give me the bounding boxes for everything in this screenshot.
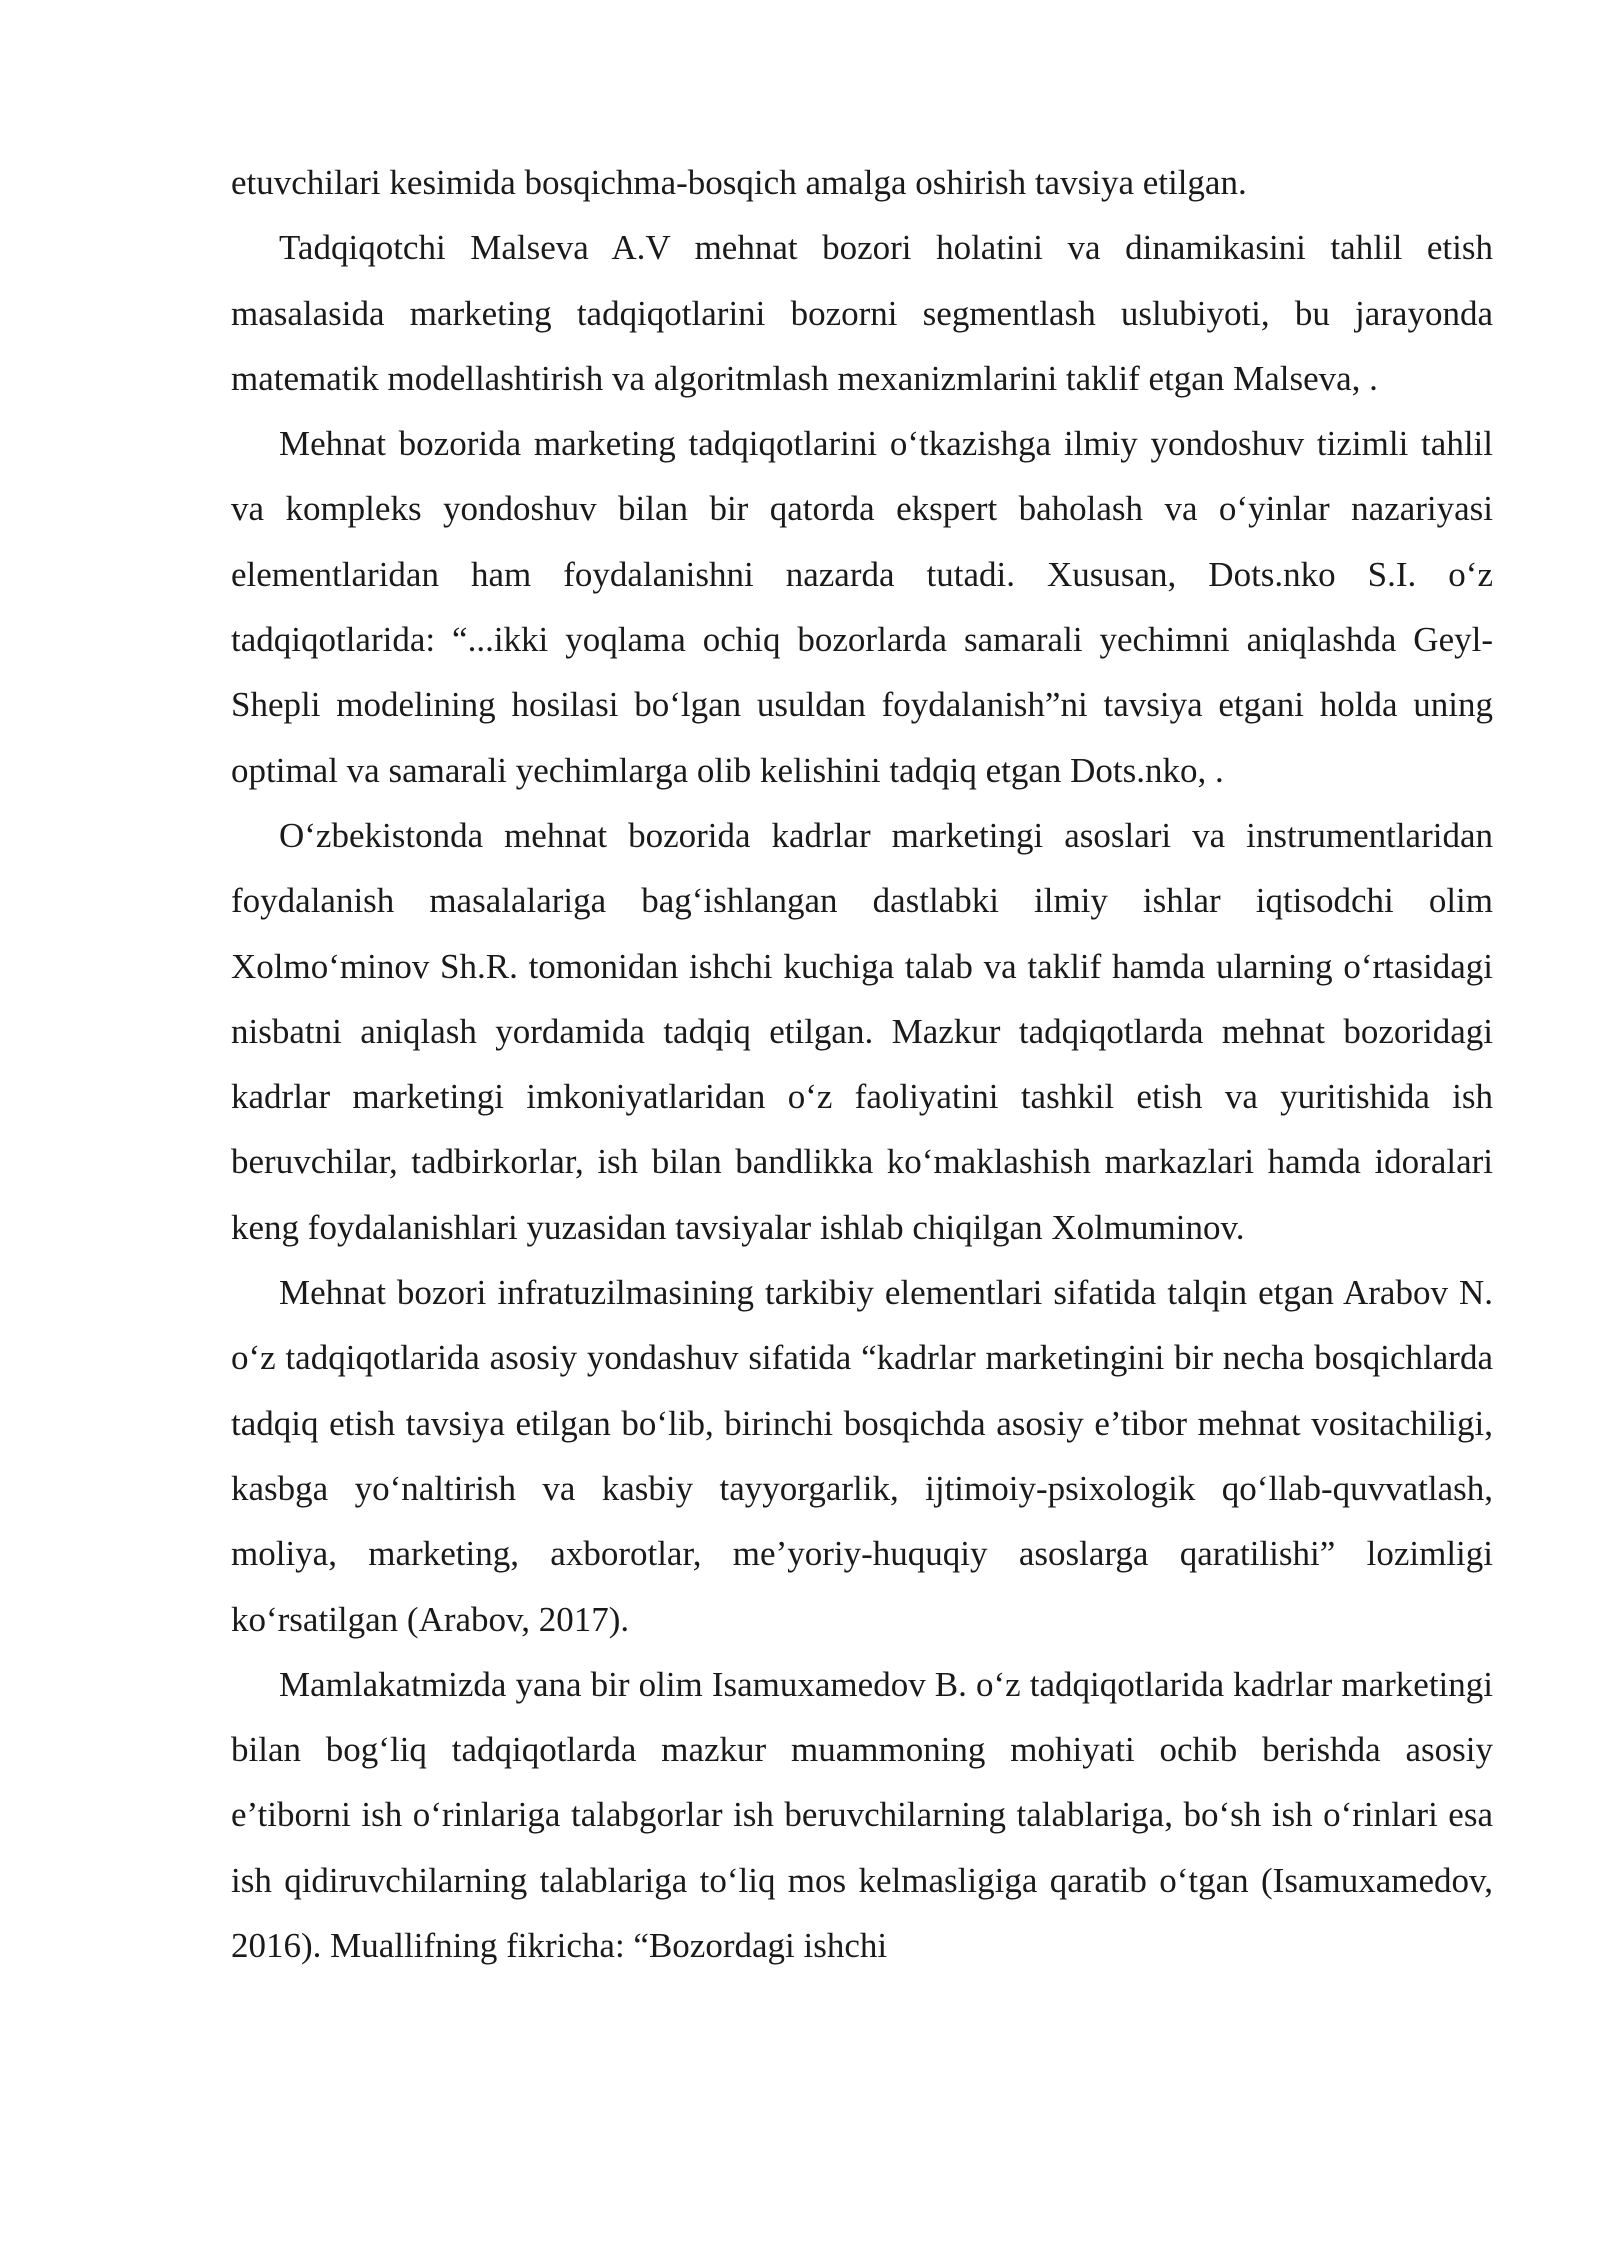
paragraph-arabov: Mehnat bozori infratuzilmasining tarkibiy elementlari sifatida talqin etgan Arabov N. oʻz tadqiqotlarida asosiy yondashuv sifatida “kadrlar marketingini bir necha bosqichlarda tadqiq etish tavsiya etilgan boʻlib, birinchi bosqichda asosiy e’tibor mehnat vositachiligi, kasbga yoʻnaltirish va kasbiy tayyorgarlik, ijtimoiy-psixologik qoʻllab-quvvatlash, moliya, marketing, axborotlar, me’yoriy-huquqiy asoslarga qaratilishi” lozimligi koʻrsatilgan (Arabov, 2017).	[231, 1273, 1493, 1639]
paragraph-malseva: Tadqiqotchi Malseva A.V mehnat bozori holatini va dinamikasini tahlil etish masalasida marketing tadqiqotlarini bozorni segmentlash uslubiyoti, bu jarayonda matematik modellashtirish va algoritmlash mexanizmlarini taklif etgan Malseva, .	[231, 228, 1493, 398]
paragraph-research-approach: Mehnat bozorida marketing tadqiqotlarini oʻtkazishga ilmiy yondoshuv tizimli tahlil va kompleks yondoshuv bilan bir qatorda ekspert baholash va oʻyinlar nazariyasi elementlaridan ham foydalanishni nazarda tutadi. Xususan, Dots.nko S.I. oʻz tadqiqotlarida: “...ikki yoqlama ochiq bozorlarda samarali yechimni aniqlashda Geyl-Shepli modelining hosilasi boʻlgan usuldan foydalanish”ni tavsiya etgani holda uning optimal va samarali yechimlarga olib kelishini tadqiq etgan Dots.nko, .	[231, 424, 1493, 790]
paragraph-isamuxamedov: Mamlakatmizda yana bir olim Isamuxamedov B. oʻz tadqiqotlarida kadrlar marketingi bilan bogʻliq tadqiqotlarda mazkur muammoning mohiyati ochib berishda asosiy e’tiborni ish oʻrinlariga talabgorlar ish beruvchilarning talablariga, boʻsh ish oʻrinlari esa ish qidiruvchilarning talablariga toʻliq mos kelmasligiga qaratib oʻtgan (Isamuxamedov, 2016). Muallifning fikricha: “Bozordagi ishchi	[231, 1664, 1493, 1966]
document-page	[231, 150, 1493, 1978]
paragraph-continuation: etuvchilari kesimida bosqichma-bosqich amalga oshirish tavsiya etilgan.	[231, 163, 1247, 202]
paragraph-uzbekistan-research: Oʻzbekistonda mehnat bozorida kadrlar marketingi asoslari va instrumentlaridan foydalanish masalalariga bagʻishlangan dastlabki ilmiy ishlar iqtisodchi olim Xolmoʻminov Sh.R. tomonidan ishchi kuchiga talab va taklif hamda ularning oʻrtasidagi nisbatni aniqlash yordamida tadqiq etilgan. Mazkur tadqiqotlarda mehnat bozoridagi kadrlar marketingi imkoniyatlaridan oʻz faoliyatini tashkil etish va yuritishida ish beruvchilar, tadbirkorlar, ish bilan bandlikka koʻmaklashish markazlari hamda idoralari keng foydalanishlari yuzasidan tavsiyalar ishlab chiqilgan Xolmuminov.	[231, 815, 1493, 1247]
